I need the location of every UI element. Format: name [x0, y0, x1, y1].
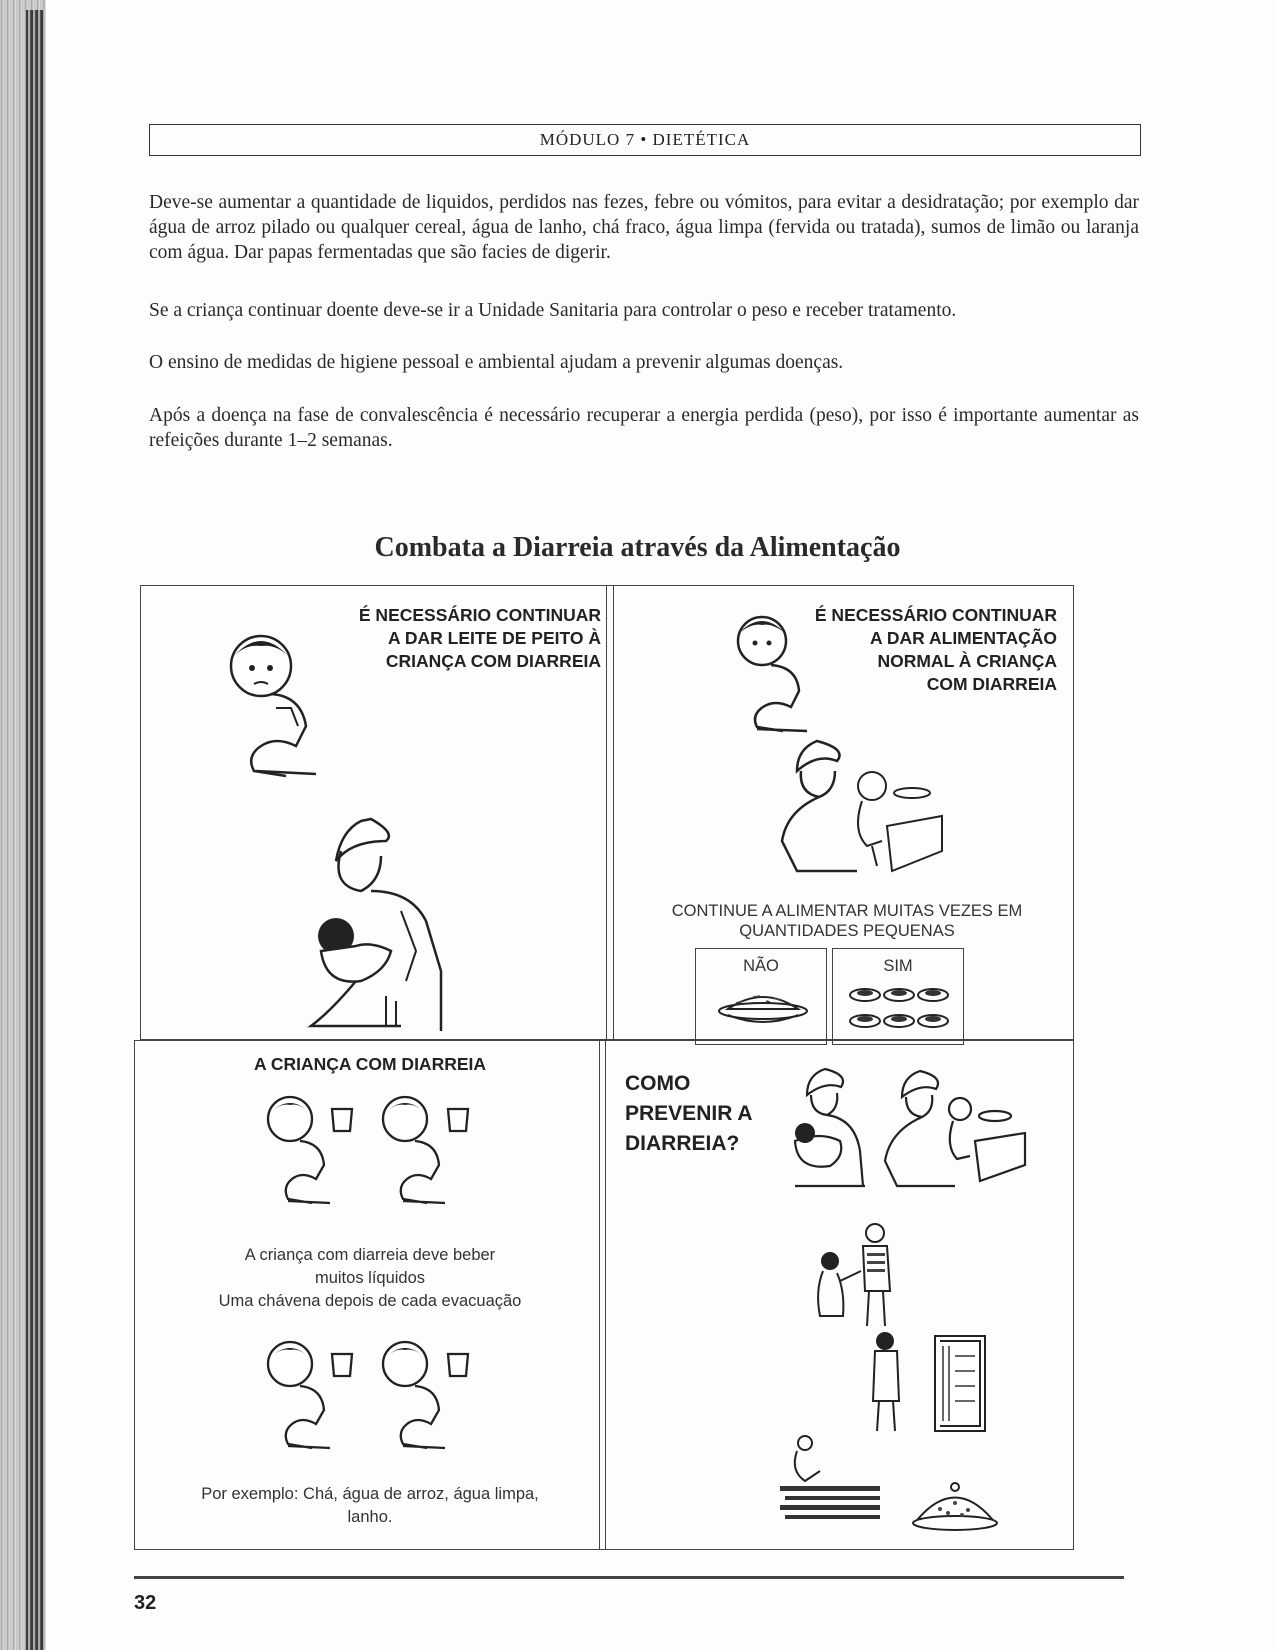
handwashing-illustration	[795, 1221, 905, 1331]
liquids-instructions: A criança com diarreia deve beber muitos líquidos Uma chávena depois de cada evacuação	[218, 1246, 522, 1310]
option-yes-label: SIM	[883, 957, 913, 975]
mother-breastfeeding-illustration	[301, 811, 461, 1036]
large-plate-icon	[718, 987, 808, 1027]
option-small-meals	[832, 948, 964, 1045]
prevention-heading: COMO PREVENIR A DIARREIA?	[625, 1072, 753, 1155]
small-plates-icon	[847, 983, 952, 1038]
liquids-examples: Por exemplo: Chá, água de arroz, água limpa, lanho.	[201, 1485, 539, 1526]
paragraph-liquids: Deve-se aumentar a quantidade de liquidos, perdidos nas fezes, febre ou vómitos, para evitar a desidratação; por exemplo dar água de arroz pilado ou qualquer cereal, água de lanho, chá fraco, água limpa (fervida ou tratada), sumos de limão ou laranja com água. Dar papas fermentadas que são facies de digerir.	[149, 192, 1139, 263]
panel-prevention	[599, 1040, 1074, 1550]
latrine-illustration	[865, 1326, 1005, 1446]
feeding-note: CONTINUE A ALIMENTAR MUITAS VEZES EM QUANTIDADES PEQUENAS	[671, 902, 1023, 940]
children-with-cups-illustration	[260, 1091, 500, 1231]
option-no-label: NÃO	[743, 957, 779, 975]
water-source-illustration	[775, 1431, 885, 1531]
mother-feeding-child-illustration	[777, 731, 947, 881]
paragraph-hygiene: O ensino de medidas de higiene pessoal e ambiental ajudam a prevenir algumas doenças.	[149, 352, 844, 373]
panel-breastfeeding	[140, 585, 614, 1040]
footer-rule	[134, 1576, 1124, 1579]
breastfeeding-caption: É NECESSÁRIO CONTINUAR A DAR LEITE DE PEITO À CRIANÇA COM DIARREIA	[358, 605, 601, 671]
paragraph-convalescence: Após a doença na fase de convalescência é necessário recuperar a energia perdida (peso), por isso é importante aumentar as refeições durante 1–2 semanas.	[149, 405, 1139, 451]
paragraph-health-unit: Se a criança continuar doente deve-se ir a Unidade Sanitaria para controlar o peso e receber tratamento.	[149, 300, 957, 321]
normal-feeding-caption: É NECESSÁRIO CONTINUAR A DAR ALIMENTAÇÃO NORMAL À CRIANÇA COM DIARREIA	[814, 605, 1057, 694]
poster-grid	[134, 585, 1124, 1550]
children-with-cups-illustration-2	[260, 1336, 500, 1476]
sick-child-illustration	[216, 626, 346, 786]
panel-liquids	[134, 1040, 606, 1550]
sick-child-illustration	[727, 611, 827, 741]
module-title: MÓDULO 7 • DIETÉTICA	[539, 130, 751, 149]
page-number: 32	[134, 1592, 157, 1614]
poster-title: Combata a Diarreia através da Alimentação	[374, 532, 901, 563]
book-spine-shadow	[0, 0, 46, 1650]
option-large-meal	[695, 948, 827, 1045]
panel-normal-feeding	[606, 585, 1074, 1040]
covered-food-dish-icon	[910, 1481, 1000, 1536]
mothers-and-babies-illustration	[785, 1061, 1055, 1191]
module-header	[149, 124, 1141, 156]
liquids-heading: A CRIANÇA COM DIARREIA	[253, 1054, 487, 1074]
